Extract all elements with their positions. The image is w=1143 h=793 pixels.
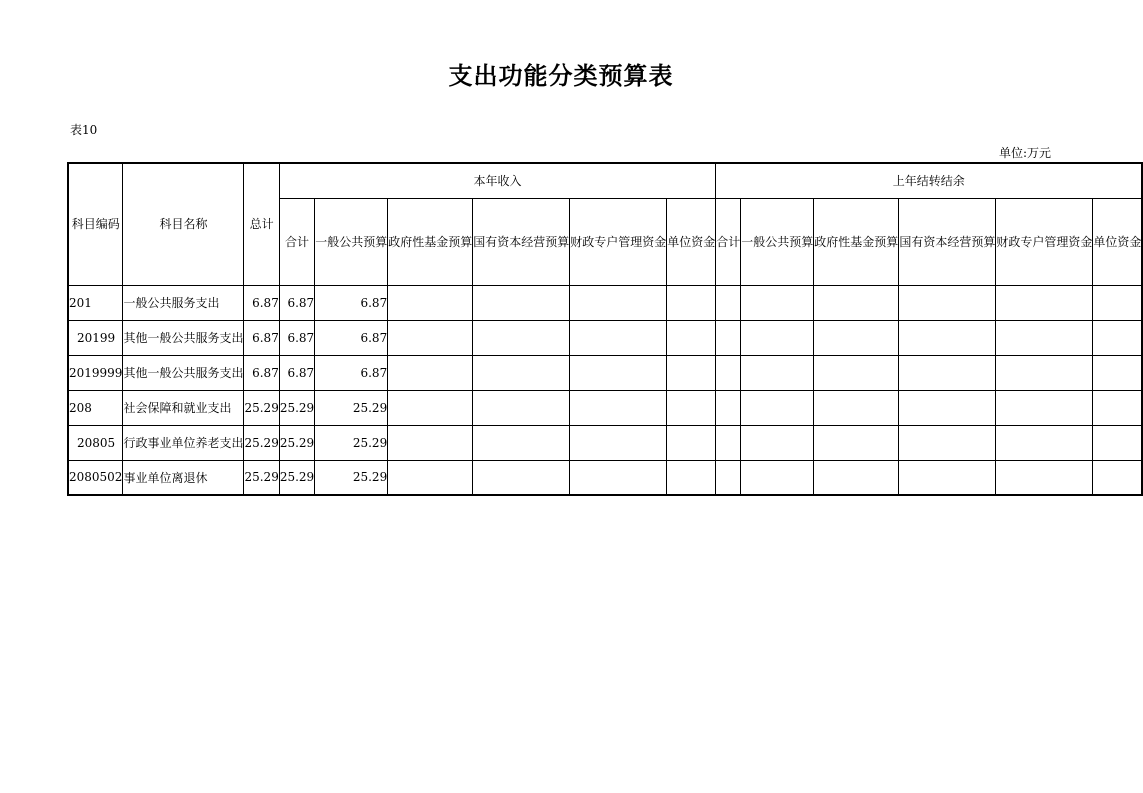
cell-income-general: 6.87 bbox=[315, 285, 388, 320]
table-row bbox=[68, 390, 1142, 425]
cell-empty bbox=[667, 425, 716, 460]
cell-empty bbox=[473, 355, 570, 390]
cell-total: 25.29 bbox=[244, 390, 279, 425]
cell-empty bbox=[388, 390, 473, 425]
cell-empty bbox=[570, 390, 667, 425]
cell-empty bbox=[814, 355, 899, 390]
cell-code: 201 bbox=[68, 285, 123, 320]
header-carry-fund: 政府性基金预算 bbox=[814, 198, 899, 285]
header-code: 科目编码 bbox=[68, 163, 123, 285]
cell-empty bbox=[741, 425, 814, 460]
cell-income-sum: 6.87 bbox=[279, 285, 314, 320]
cell-code: 208 bbox=[68, 390, 123, 425]
cell-empty bbox=[741, 285, 814, 320]
cell-empty bbox=[473, 425, 570, 460]
cell-empty bbox=[996, 355, 1093, 390]
table-row bbox=[68, 425, 1142, 460]
cell-empty bbox=[996, 390, 1093, 425]
cell-empty bbox=[473, 320, 570, 355]
cell-empty bbox=[899, 320, 996, 355]
cell-empty bbox=[1093, 355, 1143, 390]
cell-empty bbox=[667, 390, 716, 425]
cell-total: 6.87 bbox=[244, 355, 279, 390]
table-row bbox=[68, 460, 1142, 495]
cell-income-general: 25.29 bbox=[315, 460, 388, 495]
header-prev-year-carryover: 上年结转结余 bbox=[716, 163, 1143, 198]
cell-empty bbox=[388, 320, 473, 355]
unit-label: 单位:万元 bbox=[998, 146, 1051, 160]
cell-empty bbox=[388, 460, 473, 495]
cell-code: 2080502 bbox=[68, 460, 123, 495]
header-income-special-account: 财政专户管理资金 bbox=[570, 198, 667, 285]
cell-empty bbox=[899, 390, 996, 425]
cell-empty bbox=[1093, 285, 1143, 320]
cell-empty bbox=[741, 355, 814, 390]
cell-empty bbox=[741, 320, 814, 355]
cell-total: 25.29 bbox=[244, 425, 279, 460]
cell-income-general: 25.29 bbox=[315, 425, 388, 460]
cell-empty bbox=[716, 390, 741, 425]
cell-empty bbox=[814, 460, 899, 495]
cell-total: 25.29 bbox=[244, 460, 279, 495]
cell-empty bbox=[570, 355, 667, 390]
cell-empty bbox=[899, 355, 996, 390]
cell-empty bbox=[716, 320, 741, 355]
cell-name: 其他一般公共服务支出 bbox=[123, 320, 244, 355]
cell-empty bbox=[716, 460, 741, 495]
cell-empty bbox=[996, 425, 1093, 460]
cell-income-general: 6.87 bbox=[315, 320, 388, 355]
cell-total: 6.87 bbox=[244, 320, 279, 355]
cell-empty bbox=[741, 390, 814, 425]
cell-empty bbox=[388, 425, 473, 460]
cell-income-sum: 6.87 bbox=[279, 320, 314, 355]
header-carry-state-capital: 国有资本经营预算 bbox=[899, 198, 996, 285]
cell-empty bbox=[570, 460, 667, 495]
page-title: 支出功能分类预算表 bbox=[448, 62, 674, 90]
cell-name: 其他一般公共服务支出 bbox=[123, 355, 244, 390]
cell-income-sum: 25.29 bbox=[279, 390, 314, 425]
cell-empty bbox=[667, 355, 716, 390]
cell-empty bbox=[716, 355, 741, 390]
cell-name: 行政事业单位养老支出 bbox=[123, 425, 244, 460]
header-total: 总计 bbox=[244, 163, 279, 285]
cell-name: 一般公共服务支出 bbox=[123, 285, 244, 320]
header-income-state-capital: 国有资本经营预算 bbox=[473, 198, 570, 285]
cell-income-general: 25.29 bbox=[315, 390, 388, 425]
cell-empty bbox=[814, 285, 899, 320]
cell-income-sum: 25.29 bbox=[279, 425, 314, 460]
table-row bbox=[68, 285, 1142, 320]
header-name: 科目名称 bbox=[123, 163, 244, 285]
cell-income-general: 6.87 bbox=[315, 355, 388, 390]
cell-empty bbox=[667, 285, 716, 320]
cell-empty bbox=[473, 285, 570, 320]
header-carry-unit-funds: 单位资金 bbox=[1093, 198, 1143, 285]
cell-empty bbox=[899, 460, 996, 495]
cell-name: 事业单位离退休 bbox=[123, 460, 244, 495]
cell-empty bbox=[570, 425, 667, 460]
table-row bbox=[68, 355, 1142, 390]
header-carry-sum: 合计 bbox=[716, 198, 741, 285]
header-current-year-income: 本年收入 bbox=[279, 163, 715, 198]
cell-empty bbox=[716, 425, 741, 460]
cell-empty bbox=[899, 285, 996, 320]
cell-empty bbox=[716, 285, 741, 320]
cell-income-sum: 6.87 bbox=[279, 355, 314, 390]
table-row bbox=[68, 320, 1142, 355]
header-carry-special-account: 财政专户管理资金 bbox=[996, 198, 1093, 285]
cell-empty bbox=[570, 285, 667, 320]
header-income-unit-funds: 单位资金 bbox=[667, 198, 716, 285]
header-income-sum: 合计 bbox=[279, 198, 314, 285]
budget-table bbox=[67, 162, 1143, 496]
cell-empty bbox=[741, 460, 814, 495]
header-income-general: 一般公共预算 bbox=[315, 198, 388, 285]
cell-empty bbox=[899, 425, 996, 460]
cell-empty bbox=[814, 425, 899, 460]
cell-empty bbox=[388, 285, 473, 320]
cell-empty bbox=[570, 320, 667, 355]
header-income-fund: 政府性基金预算 bbox=[388, 198, 473, 285]
cell-empty bbox=[996, 320, 1093, 355]
cell-empty bbox=[1093, 425, 1143, 460]
cell-income-sum: 25.29 bbox=[279, 460, 314, 495]
cell-empty bbox=[473, 390, 570, 425]
table-number: 表10 bbox=[70, 123, 98, 137]
cell-empty bbox=[996, 460, 1093, 495]
cell-name: 社会保障和就业支出 bbox=[123, 390, 244, 425]
cell-empty bbox=[1093, 320, 1143, 355]
cell-code: 2019999 bbox=[68, 355, 123, 390]
cell-code: 20199 bbox=[68, 320, 123, 355]
cell-empty bbox=[667, 320, 716, 355]
cell-empty bbox=[388, 355, 473, 390]
cell-empty bbox=[996, 285, 1093, 320]
cell-code: 20805 bbox=[68, 425, 123, 460]
cell-empty bbox=[1093, 460, 1143, 495]
cell-empty bbox=[667, 460, 716, 495]
header-carry-general: 一般公共预算 bbox=[741, 198, 814, 285]
cell-empty bbox=[814, 390, 899, 425]
cell-total: 6.87 bbox=[244, 285, 279, 320]
cell-empty bbox=[814, 320, 899, 355]
cell-empty bbox=[1093, 390, 1143, 425]
cell-empty bbox=[473, 460, 570, 495]
